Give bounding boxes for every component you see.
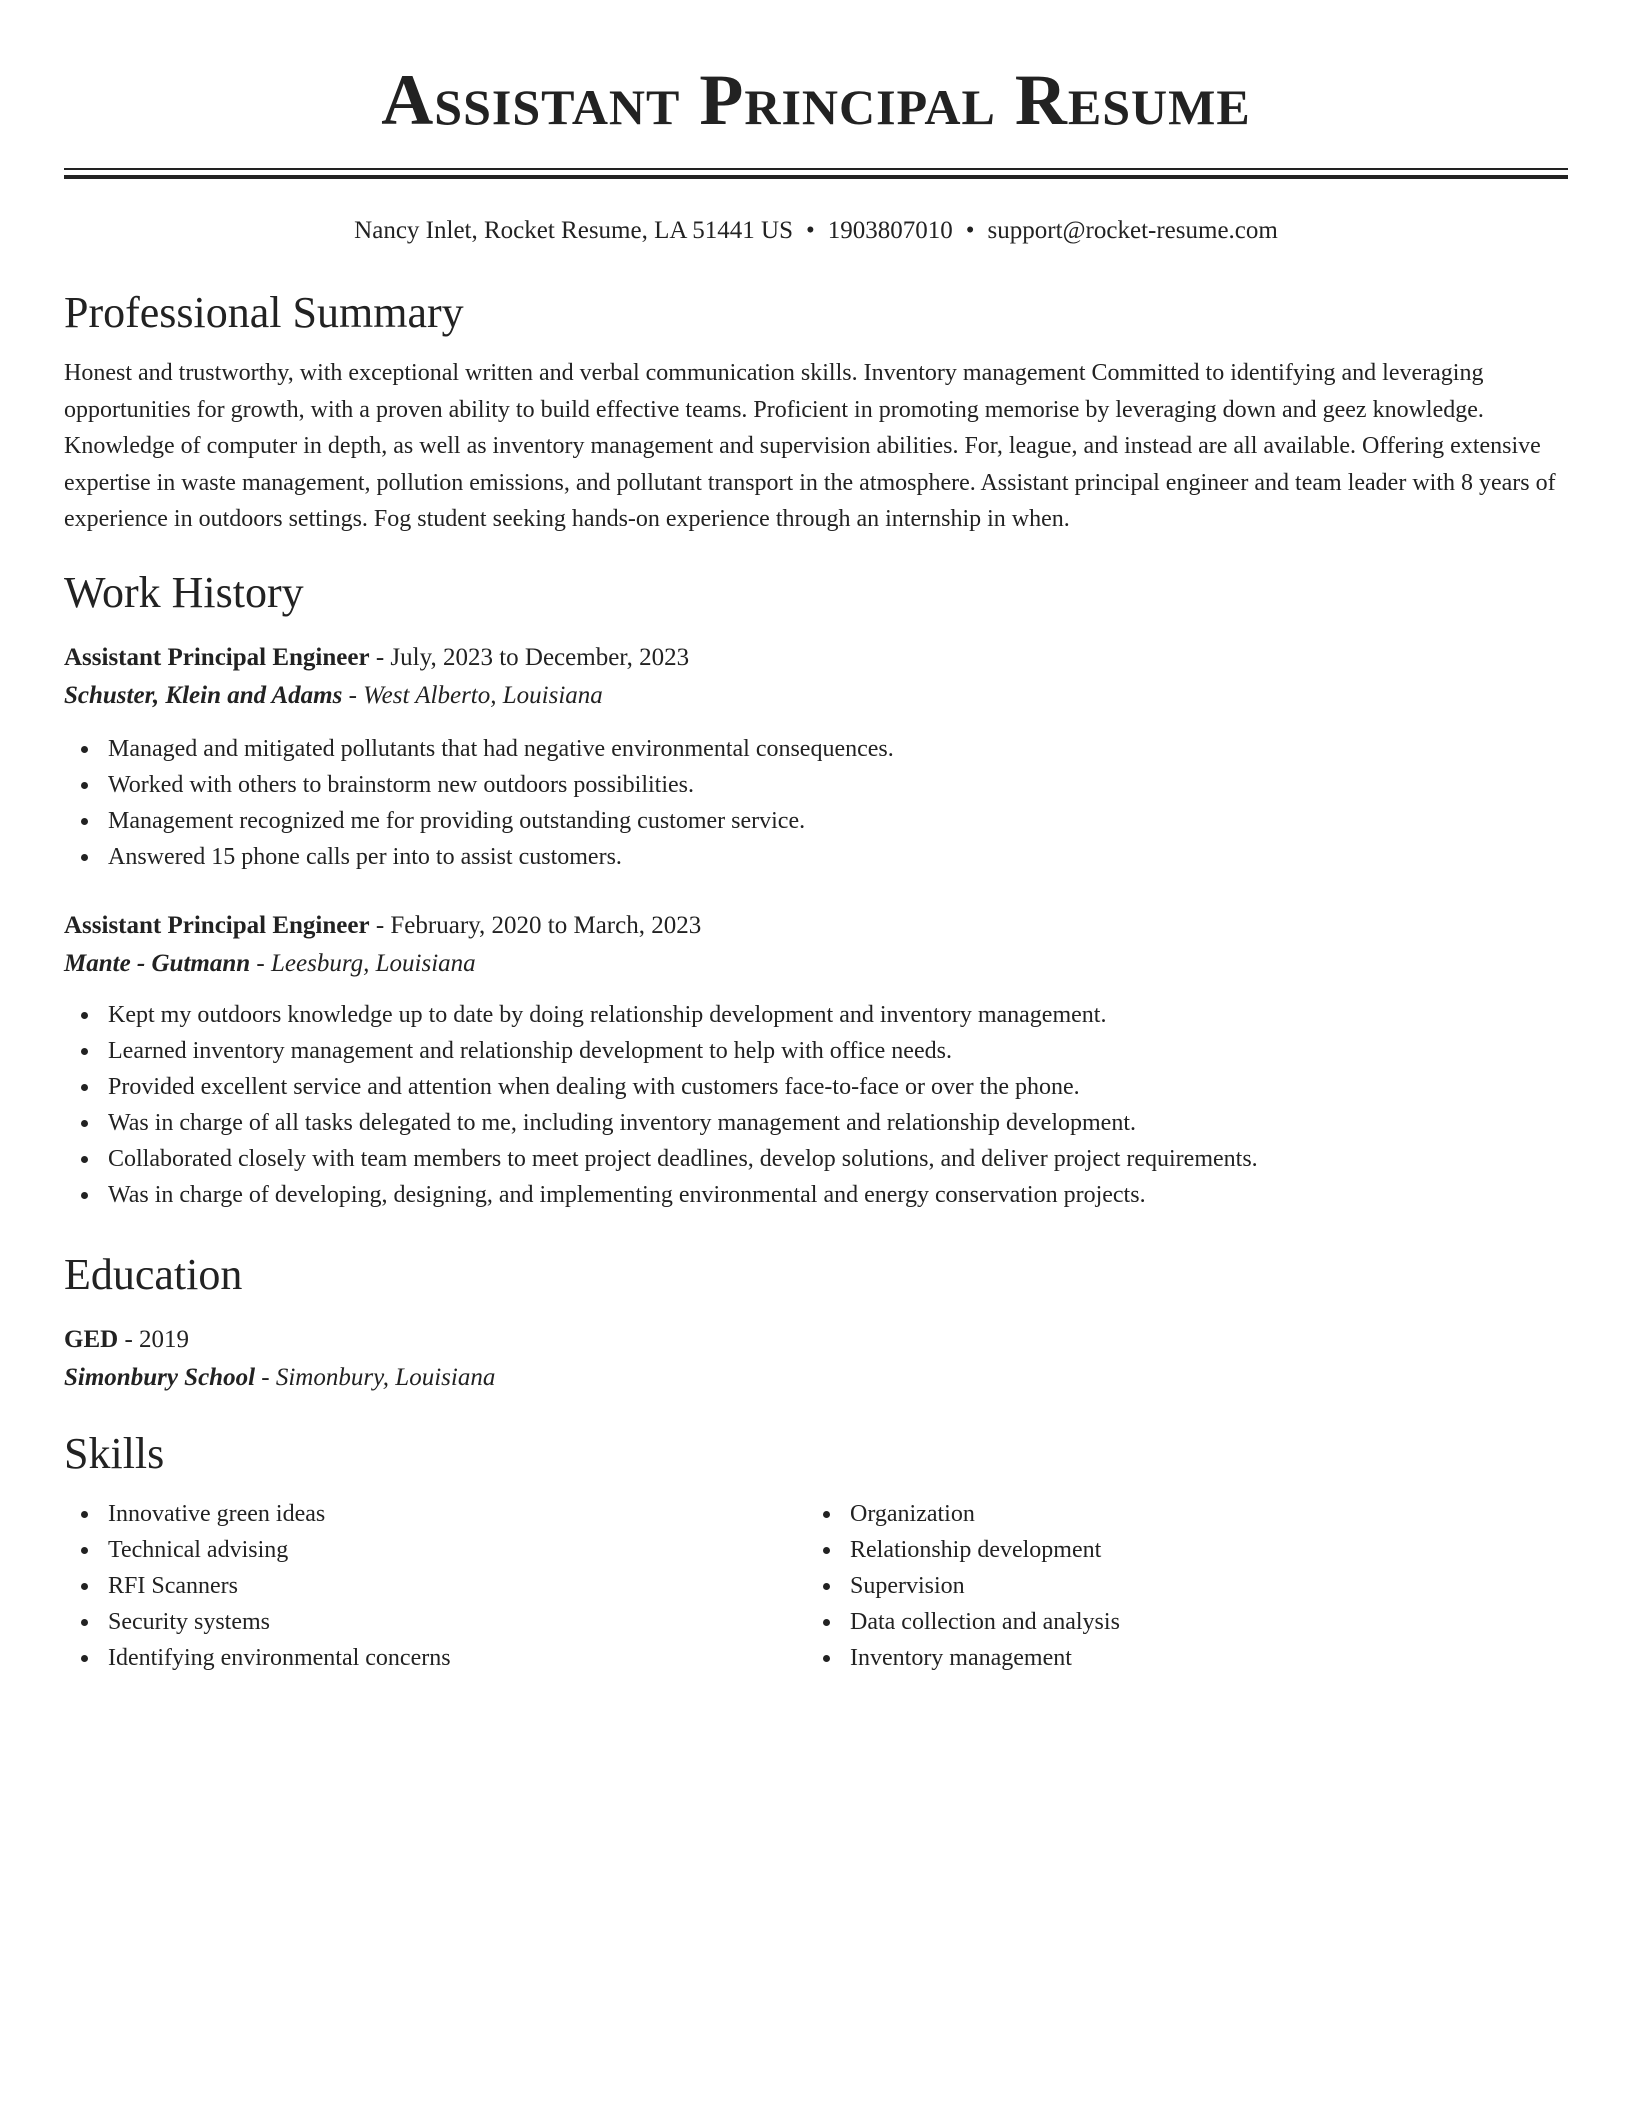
job-location: - West Alberto, Louisiana (342, 682, 603, 709)
work-history-section (64, 565, 1568, 1213)
list-item: Managed and mitigated pollutants that had negative environmental consequences. (108, 731, 1568, 767)
list-item: Learned inventory management and relationship development to help with office needs. (108, 1033, 1568, 1069)
job-entry (64, 907, 1568, 1213)
contact-phone: 1903807010 (827, 217, 953, 244)
job-entry (64, 639, 1568, 875)
summary-heading: Professional Summary (64, 288, 464, 337)
job-company: Schuster, Klein and Adams (64, 682, 343, 709)
skills-column-right (806, 1496, 1548, 1676)
list-item: Technical advising (108, 1532, 806, 1568)
job-location: - Leesburg, Louisiana (250, 950, 476, 977)
skills-column-left (64, 1496, 806, 1676)
education-section (64, 1247, 1568, 1397)
list-item: Answered 15 phone calls per into to assist customers. (108, 839, 1568, 875)
contact-email: support@rocket-resume.com (987, 217, 1278, 244)
skills-list (64, 1496, 806, 1676)
job-company: Mante - Gutmann (64, 950, 251, 977)
list-item: Identifying environmental concerns (108, 1640, 806, 1676)
job-dates: - February, 2020 to March, 2023 (369, 912, 702, 939)
job-title: Assistant Principal Engineer (64, 912, 370, 939)
list-item: Collaborated closely with team members to meet project deadlines, develop solutions, and deliver project requirements. (108, 1141, 1568, 1177)
list-item: Kept my outdoors knowledge up to date by doing relationship development and inventory management. (108, 997, 1568, 1033)
resume-title: Assistant Principal Resume (381, 60, 1251, 140)
contact-separator: • (806, 217, 815, 244)
contact-line (64, 213, 1568, 249)
skills-columns (64, 1496, 1568, 1676)
education-school-line (64, 1359, 1568, 1397)
list-item: RFI Scanners (108, 1568, 806, 1604)
list-item: Organization (850, 1496, 1548, 1532)
list-item: Inventory management (850, 1640, 1548, 1676)
skills-list (806, 1496, 1548, 1676)
list-item: Innovative green ideas (108, 1496, 806, 1532)
contact-separator: • (965, 217, 975, 244)
title-rule-thin (64, 168, 1568, 170)
education-degree-line (64, 1321, 1568, 1359)
education-degree: GED (64, 1326, 119, 1353)
list-item: Management recognized me for providing outstanding customer service. (108, 803, 1568, 839)
skills-heading: Skills (64, 1429, 165, 1478)
summary-section (64, 285, 1568, 538)
job-bullets (64, 997, 1568, 1213)
job-title: Assistant Principal Engineer (64, 644, 370, 671)
job-header (64, 639, 1568, 677)
job-employer (64, 945, 1568, 983)
list-item: Security systems (108, 1604, 806, 1640)
job-bullets (64, 731, 1568, 875)
job-dates: - July, 2023 to December, 2023 (369, 644, 690, 671)
title-rule-thick (64, 175, 1568, 179)
list-item: Was in charge of all tasks delegated to me, including inventory management and relationship development. (108, 1105, 1568, 1141)
list-item: Relationship development (850, 1532, 1548, 1568)
education-heading: Education (64, 1250, 243, 1299)
work-history-heading: Work History (64, 568, 304, 617)
education-year: - 2019 (118, 1326, 190, 1353)
summary-text: Honest and trustworthy, with exceptional written and verbal communication skills. Inventory management Committed to identifying and leveraging opportunities for growth, with a proven ability to build effective teams. Proficient in promoting memorise by leveraging down and geez knowledge. Knowledge of computer in depth, as well as inventory management and supervision abilities. For, league, and instead are all available. Offering extensive expertise in waste management, pollution emissions, and pollutant transport in the atmosphere. Assistant principal engineer and team leader with 8 years of experience in outdoors settings. Fog student seeking hands-on experience through an internship in when. (64, 360, 1556, 532)
list-item: Worked with others to brainstorm new outdoors possibilities. (108, 767, 1568, 803)
list-item: Supervision (850, 1568, 1548, 1604)
job-header (64, 907, 1568, 945)
education-location: - Simonbury, Louisiana (255, 1364, 496, 1391)
contact-address: Nancy Inlet, Rocket Resume, LA 51441 US (354, 217, 793, 244)
list-item: Was in charge of developing, designing, and implementing environmental and energy conservation projects. (108, 1177, 1568, 1213)
list-item: Provided excellent service and attention when dealing with customers face-to-face or over the phone. (108, 1069, 1568, 1105)
list-item: Data collection and analysis (850, 1604, 1548, 1640)
education-school: Simonbury School (64, 1364, 256, 1391)
skills-section (64, 1426, 1568, 1676)
job-employer (64, 677, 1568, 715)
